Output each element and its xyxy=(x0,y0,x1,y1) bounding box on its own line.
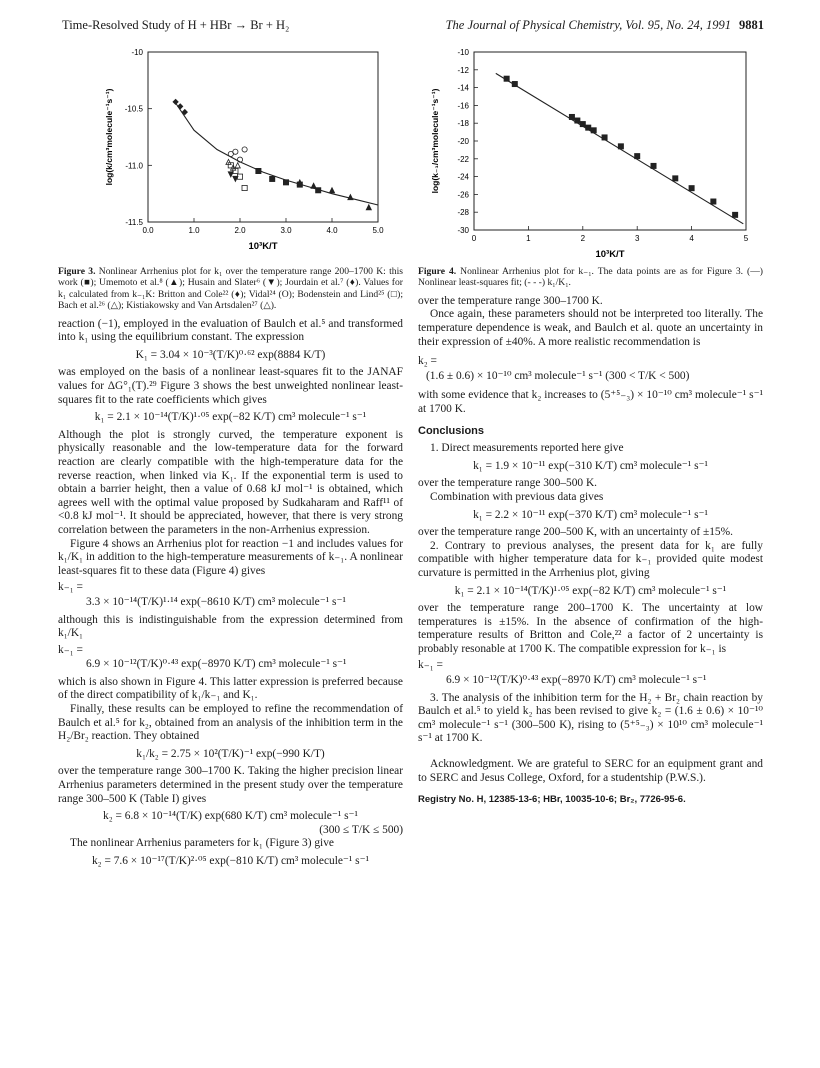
journal-citation: The Journal of Physical Chemistry, Vol. 95, No. 24, 1991 9881 xyxy=(445,18,764,32)
data-point xyxy=(283,180,288,185)
x-tick-label: 2.0 xyxy=(234,226,246,235)
x-tick-label: 5.0 xyxy=(372,226,384,235)
data-point xyxy=(512,81,517,86)
paragraph: 1. Direct measurements reported here give xyxy=(430,442,624,455)
equation: k₁ = 2.1 × 10⁻¹⁴(T/K)¹·⁰⁵ exp(−82 K/T) cm³ molecule⁻¹ s⁻¹ xyxy=(94,411,367,424)
equation-lhs: k₋₁ = xyxy=(58,581,83,594)
equation: 6.9 × 10⁻¹²(T/K)⁰·⁴³ exp(−8970 K/T) cm³ molecule⁻¹ s⁻¹ xyxy=(446,674,707,687)
equation: k₁/k₂ = 2.75 × 10²(T/K)⁻¹ exp(−990 K/T) xyxy=(136,747,325,760)
data-point xyxy=(311,183,316,188)
paragraph: with some evidence that k₂ increases to (5⁺⁵₋₃) × 10⁻¹⁰ cm³ molecule⁻¹ s⁻¹ at 1700 K. xyxy=(418,389,763,415)
x-tick-label: 0 xyxy=(471,234,477,243)
data-point xyxy=(711,199,716,204)
figure-3-chart xyxy=(58,42,403,264)
plot-frame xyxy=(474,52,746,230)
paragraph: 2. Contrary to previous analyses, the present data for k₁ are fully compatible with higher temperature data for k₋₁ provided quite modest curvature is permitted in the Arrhenius plot, giving xyxy=(418,539,763,579)
data-point xyxy=(651,163,656,168)
data-point xyxy=(673,176,678,181)
data-point xyxy=(270,176,275,181)
paragraph: Figure 4 shows an Arrhenius plot for reaction −1 and includes values for k₁/K₁ in addition to the high-temperature measurements of k₋₁. A nonlinear least-squares fit to these data (Figure 4) gives xyxy=(58,537,403,577)
y-axis-label: log(k/cm³molecule⁻¹s⁻¹) xyxy=(104,88,114,186)
figure-4-chart xyxy=(418,42,763,264)
y-axis-label: log(k₋₁/cm³molecule⁻¹s⁻¹) xyxy=(430,88,440,194)
equation: 6.9 × 10⁻¹²(T/K)⁰·⁴³ exp(−8970 K/T) cm³ molecule⁻¹ s⁻¹ xyxy=(86,658,347,671)
registry-numbers: Registry No. H, 12385-13-6; HBr, 10035-10-6; Br₂, 7726-95-6. xyxy=(418,794,686,806)
x-axis-label: 10³K/T xyxy=(595,249,625,260)
equation: k₂ = 7.6 × 10⁻¹⁷(T/K)²·⁰⁵ exp(−810 K/T) cm³ molecule⁻¹ s⁻¹ xyxy=(91,855,370,867)
x-tick-label: 3 xyxy=(634,234,640,243)
paragraph: was employed on the basis of a nonlinear least-squares fit to the JANAF values for ΔG°₁(T).²⁹ Figure 3 shows the best unweighted nonlinear least-squares fit to the rate coefficients which gives xyxy=(58,366,403,406)
paragraph: over the temperature range 200–1700 K. The uncertainty at low temperatures is ±15%. In the absence of confirmation of the high-temperature results of Britton and Cole,²² a factor of 2 uncertainty is probably resonable at 1700 K. The compatible expression for k₋₁ is xyxy=(418,602,763,655)
equation-lhs: k₋₁ = xyxy=(418,659,443,672)
paragraph: Although the plot is strongly curved, the temperature exponent is physically reasonable and the low-temperature data for the forward reaction are clearly compatible with the high-temperature data for the reverse reaction, when linked via K₁. If the exponential term is used to obtain a barrier height, then a value of 0.68 kJ mol⁻¹ is obtained, which agrees well with the optimal value proposed by Sudkaharam and Raff¹¹ of <0.8 kJ mol⁻¹. It should be appreciated, however, that there is very strong correlation between the parameters in the non-Arrhenius expression. xyxy=(58,428,403,536)
x-tick-label: 5 xyxy=(743,234,749,243)
y-tick-label: -22 xyxy=(457,154,469,164)
data-point xyxy=(348,194,353,199)
left-column xyxy=(58,42,403,873)
y-tick-label: -11.5 xyxy=(125,218,143,227)
x-tick-label: 3.0 xyxy=(280,226,292,235)
paragraph: Combination with previous data gives xyxy=(430,490,604,503)
data-point xyxy=(235,163,240,168)
y-tick-label: -24 xyxy=(457,172,469,182)
y-tick-label: -18 xyxy=(457,119,469,129)
data-point xyxy=(256,168,261,173)
equation: k₁ = 2.2 × 10⁻¹¹ exp(−370 K/T) cm³ molecule⁻¹ s⁻¹ xyxy=(473,508,708,521)
data-point xyxy=(689,186,694,191)
data-point xyxy=(635,154,640,159)
y-tick-label: -30 xyxy=(457,226,469,235)
equation: 3.3 × 10⁻¹⁴(T/K)¹·¹⁴ exp(−8610 K/T) cm³ molecule⁻¹ s⁻¹ xyxy=(86,595,346,608)
data-point xyxy=(173,99,178,104)
y-tick-label: -12 xyxy=(457,65,469,75)
paragraph: The nonlinear Arrhenius parameters for k₁ (Figure 3) give xyxy=(70,837,334,850)
equation-range: (300 ≤ T/K ≤ 500) xyxy=(319,823,403,836)
y-tick-label: -10 xyxy=(457,48,469,57)
y-tick-label: -26 xyxy=(457,190,469,200)
y-tick-label: -14 xyxy=(457,83,469,93)
figure-4 xyxy=(418,42,763,264)
x-tick-label: 0.0 xyxy=(142,226,154,235)
paragraph: over the temperature range 300–500 K. xyxy=(418,477,598,490)
equation: k₁ = 1.9 × 10⁻¹¹ exp(−310 K/T) cm³ molecule⁻¹ s⁻¹ xyxy=(473,459,708,472)
paragraph: which is also shown in Figure 4. This latter expression is preferred because of the direct compatibility of k₁/k₋₁ and K₁. xyxy=(58,675,403,702)
section-heading: Conclusions xyxy=(418,424,485,437)
data-point xyxy=(178,104,183,109)
data-point xyxy=(733,212,738,217)
paragraph: over the temperature range 300–1700 K. Taking the higher precision linear Arrhenius parameters determined in the present study over the temperature range 300–500 K (Table I) gives xyxy=(58,765,403,805)
y-tick-label: -10 xyxy=(131,48,143,57)
paragraph: although this is indistinguishable from the expression determined from k₁/K₁ xyxy=(58,613,403,640)
y-tick-label: -20 xyxy=(457,137,469,146)
paragraph: Once again, these parameters should not be interpreted too literally. The temperature dependence is weak, and Baulch et al. quote an uncertainty in their expression of ±40%. A more realistic recommendation is xyxy=(418,308,763,348)
x-tick-label: 1.0 xyxy=(188,226,200,235)
running-head: Time-Resolved Study of H + HBr → Br + H₂ xyxy=(62,18,290,32)
data-point xyxy=(602,135,607,140)
equation: K₁ = 3.04 × 10⁻³(T/K)⁰·⁶² exp(8884 K/T) xyxy=(135,348,326,361)
y-tick-label: -10.5 xyxy=(124,104,143,114)
equation: (1.6 ± 0.6) × 10⁻¹⁰ cm³ molecule⁻¹ s⁻¹ (300 < T/K < 500) xyxy=(426,369,690,382)
paragraph: over the temperature range 300–1700 K. xyxy=(418,294,603,307)
data-point xyxy=(580,121,585,126)
figure-4-caption: Figure 4. Nonlinear Arrhenius plot for k₋₁. The data points are as for Figure 3. (—) Nonlinear least-squares fit; (- - -) k₁/K₁. xyxy=(418,266,763,289)
x-tick-label: 1 xyxy=(526,234,531,243)
equation-lhs: k₋₁ = xyxy=(58,643,83,656)
figure-3 xyxy=(58,42,403,264)
data-point xyxy=(233,149,238,154)
paragraph: Finally, these results can be employed to refine the recommendation of Baulch et al.⁵ for k₂, obtained from an analysis of the inhibition term in the H₂/Br₂ reaction. They obtained xyxy=(58,703,403,743)
right-column xyxy=(418,42,763,807)
equation: k₁ = 2.1 × 10⁻¹⁴(T/K)¹·⁰⁵ exp(−82 K/T) cm³ molecule⁻¹ s⁻¹ xyxy=(454,584,727,597)
equation: k₂ = 6.8 × 10⁻¹⁴(T/K) exp(680 K/T) cm³ molecule⁻¹ s⁻¹ xyxy=(103,810,358,823)
data-point xyxy=(569,114,574,119)
x-axis-label: 10³K/T xyxy=(248,241,278,252)
y-tick-label: -16 xyxy=(457,101,469,111)
data-point xyxy=(618,144,623,149)
data-point xyxy=(575,118,580,123)
y-tick-label: -28 xyxy=(457,208,469,218)
data-point xyxy=(586,125,591,130)
data-point xyxy=(504,76,509,81)
data-point xyxy=(242,185,247,190)
data-point xyxy=(366,205,371,210)
x-tick-label: 4.0 xyxy=(326,226,338,235)
page-number: 9881 xyxy=(739,18,764,32)
data-point xyxy=(242,147,247,152)
acknowledgment: Acknowledgment. We are grateful to SERC for an equipment grant and to SERC and Jesus College, Oxford, for a studentship (P.W.S.). xyxy=(418,758,763,784)
x-tick-label: 2 xyxy=(580,234,586,243)
paragraph: 3. The analysis of the inhibition term for the H₂ + Br₂ chain reaction by Baulch et al.⁵ to yield k₂ has been revised to give k₂ = (1.6 ± 0.6) × 10⁻¹⁰ cm³ molecule⁻¹ s⁻¹ (300–500 K), rising to (5⁺⁵₋₃) × 10¹⁰ cm³ molecule⁻¹ s⁻¹ at 1700 K. xyxy=(418,691,763,745)
data-point xyxy=(329,188,334,193)
paragraph: over the temperature range 200–500 K, with an uncertainty of ±15%. xyxy=(418,526,733,539)
x-tick-label: 4 xyxy=(689,234,694,243)
y-tick-label: -11.0 xyxy=(125,161,143,171)
fit-curve xyxy=(176,103,378,205)
paragraph: reaction (−1), employed in the evaluation of Baulch et al.⁵ and transformed into k₁ using the equilibrium constant. The expression xyxy=(58,317,403,344)
data-point xyxy=(591,128,596,133)
figure-3-caption: Figure 3. Nonlinear Arrhenius plot for k₁ over the temperature range 200–1700 K: this work (■); Umemoto et al.⁸ (▲); Husain and Slater⁶ (▼); Jourdain et al.⁷ (♦). Values for k₁ calculated from k₋₁K: Britton and Cole²² (♦); Vidal²⁴ (O); Bodenstein and Lind²⁵ (□); Bach et al.²⁶ (△); Kistiakowsky and Van Artsdalen²⁷ (△). xyxy=(58,266,403,312)
equation-lhs: k₂ = xyxy=(418,355,437,368)
